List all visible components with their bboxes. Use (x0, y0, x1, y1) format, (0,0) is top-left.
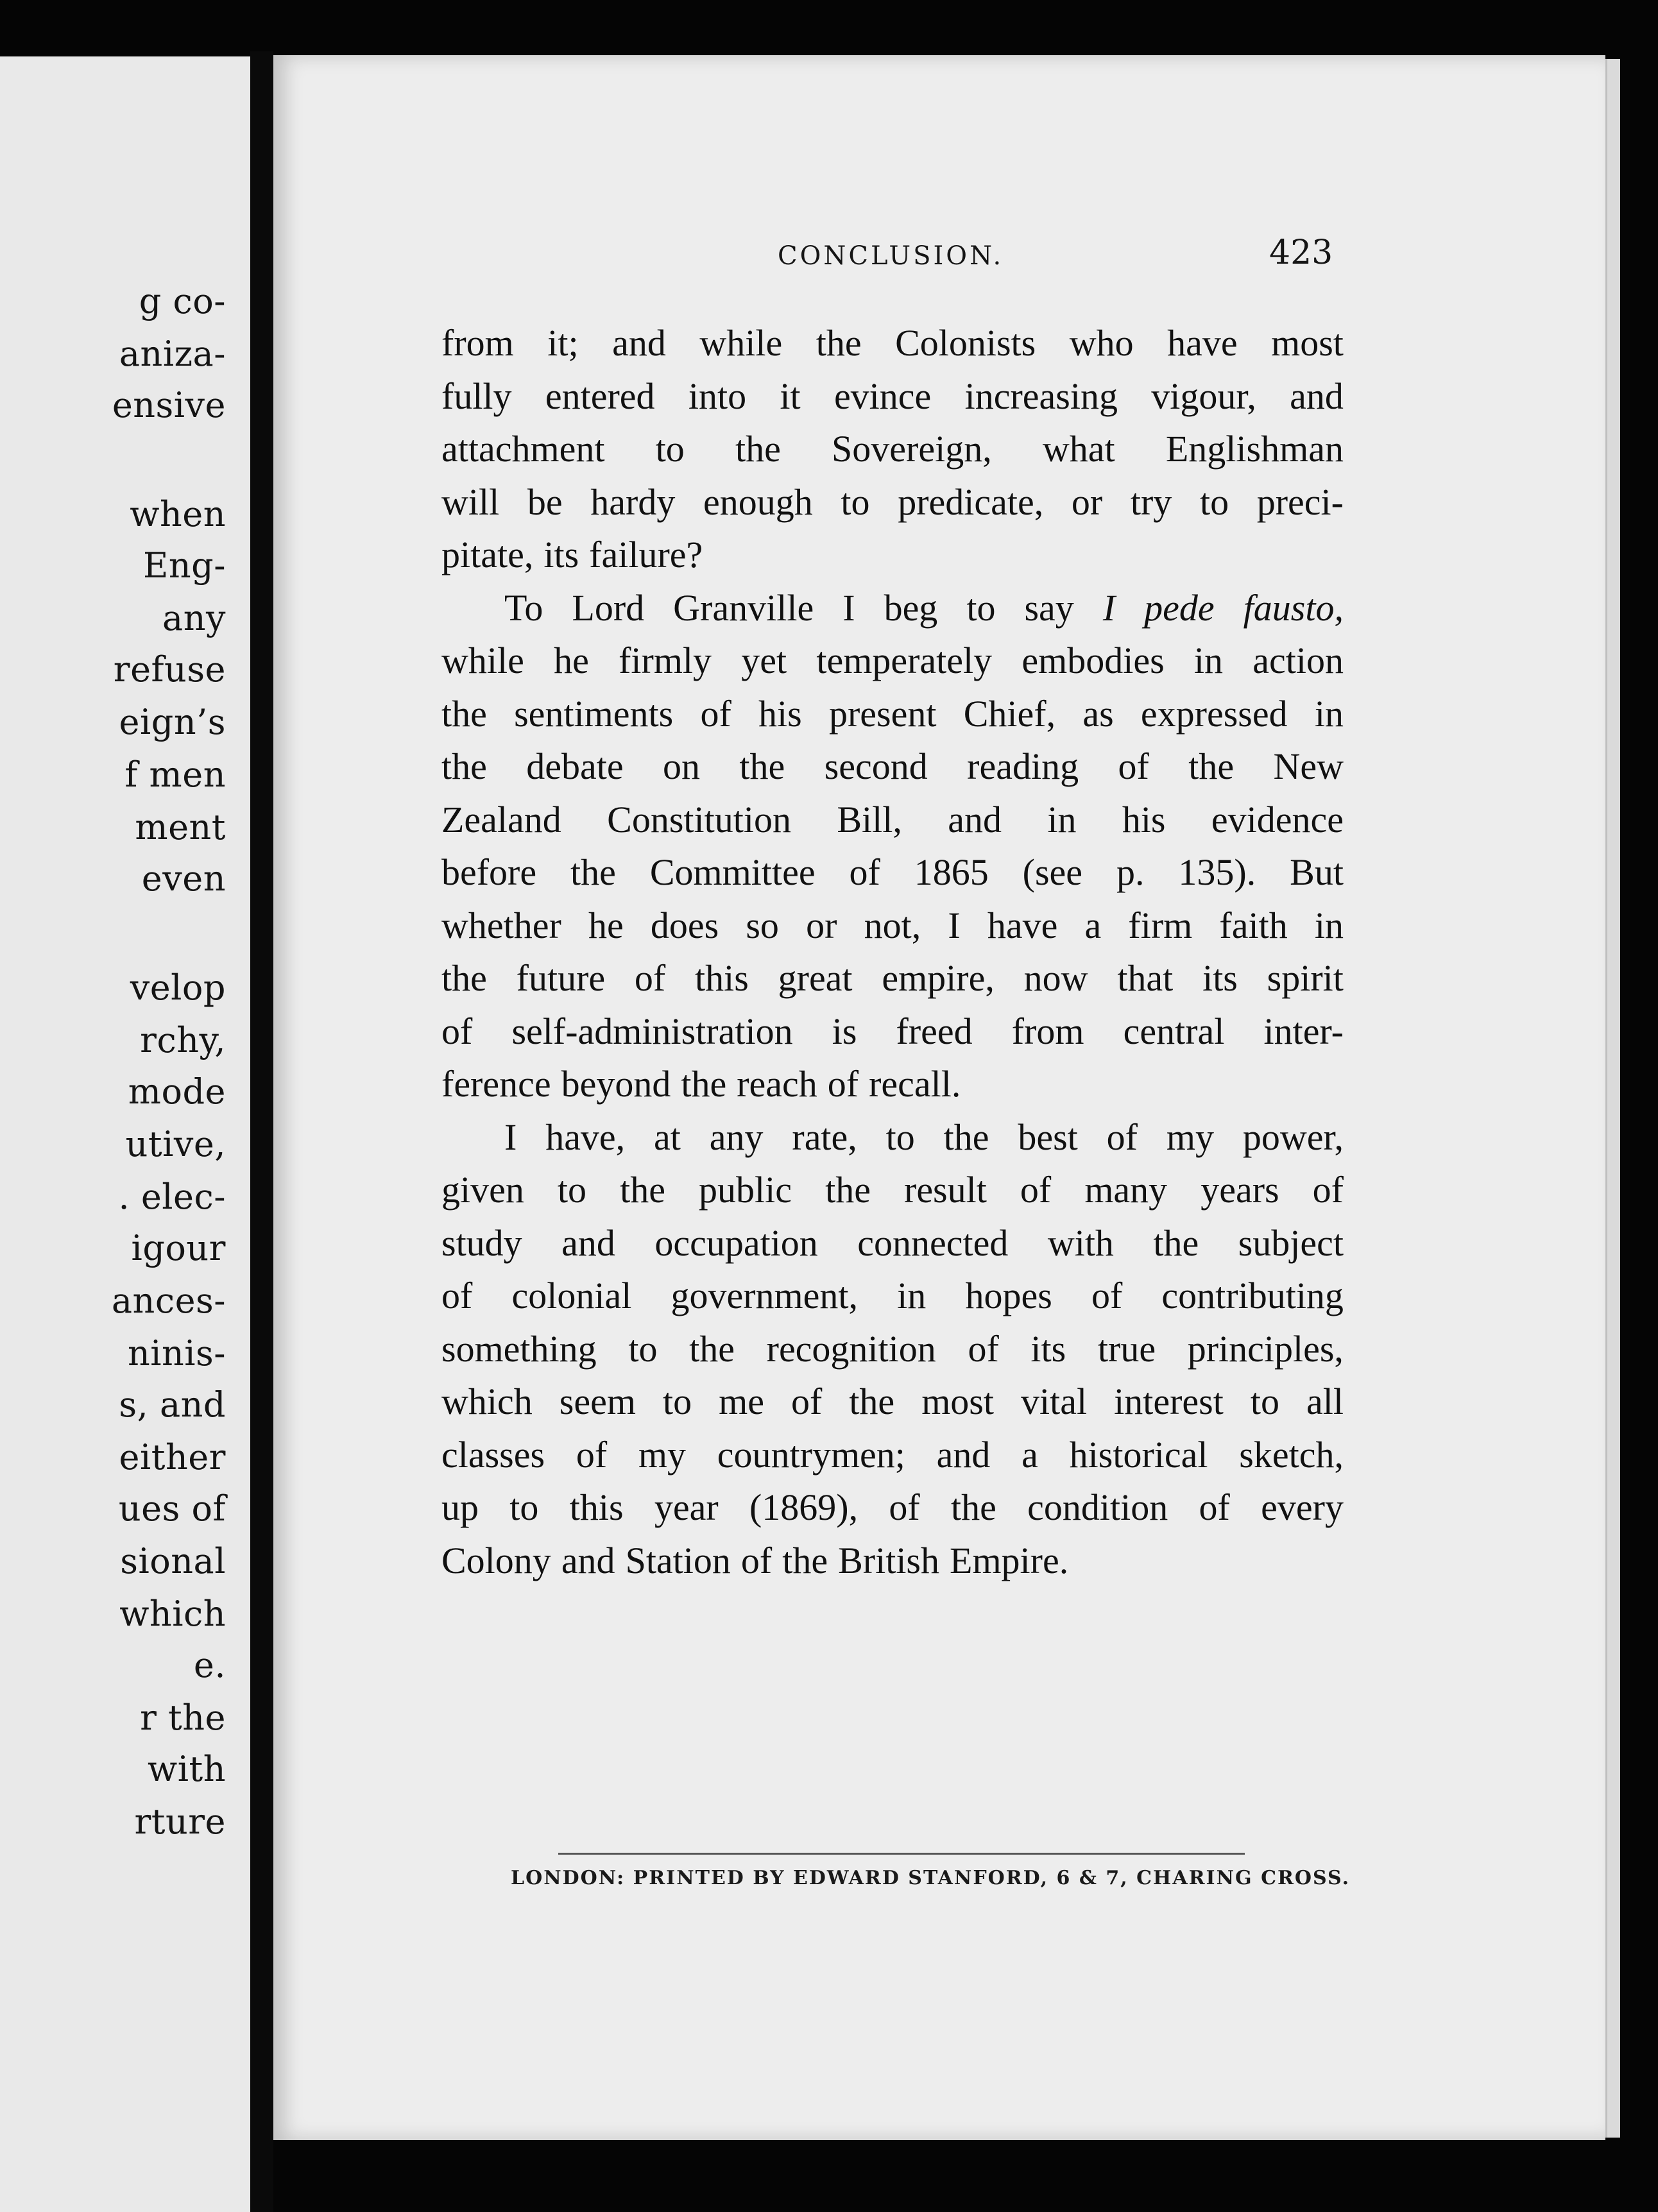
left-page-line: either (119, 1437, 226, 1477)
left-page-line: with (148, 1749, 226, 1789)
body-line: of self-administration is freed from central inter- (441, 1010, 1344, 1052)
left-page-line: eign’s (119, 702, 226, 742)
body-line: which seem to me of the most vital interest to all (441, 1381, 1344, 1422)
body-line: the sentiments of his present Chief, as expressed in (441, 692, 1344, 735)
left-page-line: utive, (125, 1124, 226, 1164)
body-line: study and occupation connected with the subject (441, 1221, 1344, 1264)
body-line: To Lord Granville I beg to say I pede fausto, (504, 586, 1344, 629)
left-page-line: rture (134, 1801, 226, 1842)
left-page-line: ninis- (127, 1333, 226, 1374)
body-line: something to the recognition of its true principles, (441, 1327, 1344, 1370)
body-line: ference beyond the reach of recall. (441, 1063, 961, 1105)
body-line: whether he does so or not, I have a firm faith in (441, 904, 1344, 946)
left-page-line: aniza- (119, 334, 226, 374)
body-text (441, 317, 1344, 1587)
body-line: before the Committee of 1865 (see p. 135). But (441, 851, 1344, 893)
body-line: Colony and Station of the British Empire. (441, 1539, 1069, 1581)
left-page-line: e. (193, 1645, 226, 1685)
printer-imprint: LONDON: PRINTED BY EDWARD STANFORD, 6 & 7, CHARING CROSS. (511, 1867, 1351, 1889)
left-page-line: any (162, 598, 226, 638)
left-page-line: . elec- (118, 1177, 226, 1217)
body-line: classes of my countrymen; and a historical sketch, (441, 1433, 1344, 1476)
left-page-line: sional (120, 1541, 226, 1581)
body-line: up to this year (1869), of the condition of every (441, 1486, 1344, 1528)
body-line: of colonial government, in hopes of contributing (441, 1275, 1344, 1316)
running-head: CONCLUSION. (778, 241, 1004, 271)
left-facing-page (0, 56, 250, 2212)
left-page-line: rchy, (140, 1020, 226, 1060)
body-line: will be hardy enough to predicate, or try to preci- (441, 481, 1344, 523)
left-page-line: even (141, 858, 226, 899)
left-page-line: ances- (111, 1280, 226, 1321)
body-line: while he firmly yet temperately embodies in action (441, 640, 1344, 681)
left-page-line: ensive (112, 385, 226, 425)
body-line: attachment to the Sovereign, what Englishman (441, 428, 1344, 470)
left-page-line: r the (140, 1697, 226, 1738)
left-page-line: igour (131, 1228, 226, 1268)
left-page-line: ment (135, 807, 226, 847)
page-edge (1605, 59, 1620, 2138)
body-line: the debate on the second reading of the New (441, 745, 1344, 787)
page-number: 423 (1269, 234, 1333, 272)
book-gutter (250, 51, 273, 2212)
left-page-line: Eng- (142, 545, 226, 586)
body-line: given to the public the result of many years of (441, 1169, 1344, 1211)
body-line: the future of this great empire, now that its spirit (441, 957, 1344, 999)
left-page-line: f men (124, 754, 226, 795)
left-page-line: s, and (119, 1384, 226, 1425)
body-line: pitate, its failure? (441, 534, 703, 575)
left-page-line: when (130, 494, 226, 534)
body-line: fully entered into it evince increasing vigour, and (441, 375, 1344, 417)
body-line: from it; and while the Colonists who have most (441, 322, 1344, 364)
left-page-line: g co- (139, 281, 226, 321)
footer-rule (558, 1853, 1245, 1855)
body-line: I have, at any rate, to the best of my power, (504, 1116, 1344, 1158)
body-line: Zealand Constitution Bill, and in his evidence (441, 798, 1344, 840)
left-page-line: mode (128, 1071, 226, 1112)
left-page-line: ues of (118, 1488, 226, 1529)
left-page-line: velop (130, 967, 226, 1008)
left-page-line: which (119, 1594, 226, 1634)
left-page-line: refuse (113, 649, 226, 690)
